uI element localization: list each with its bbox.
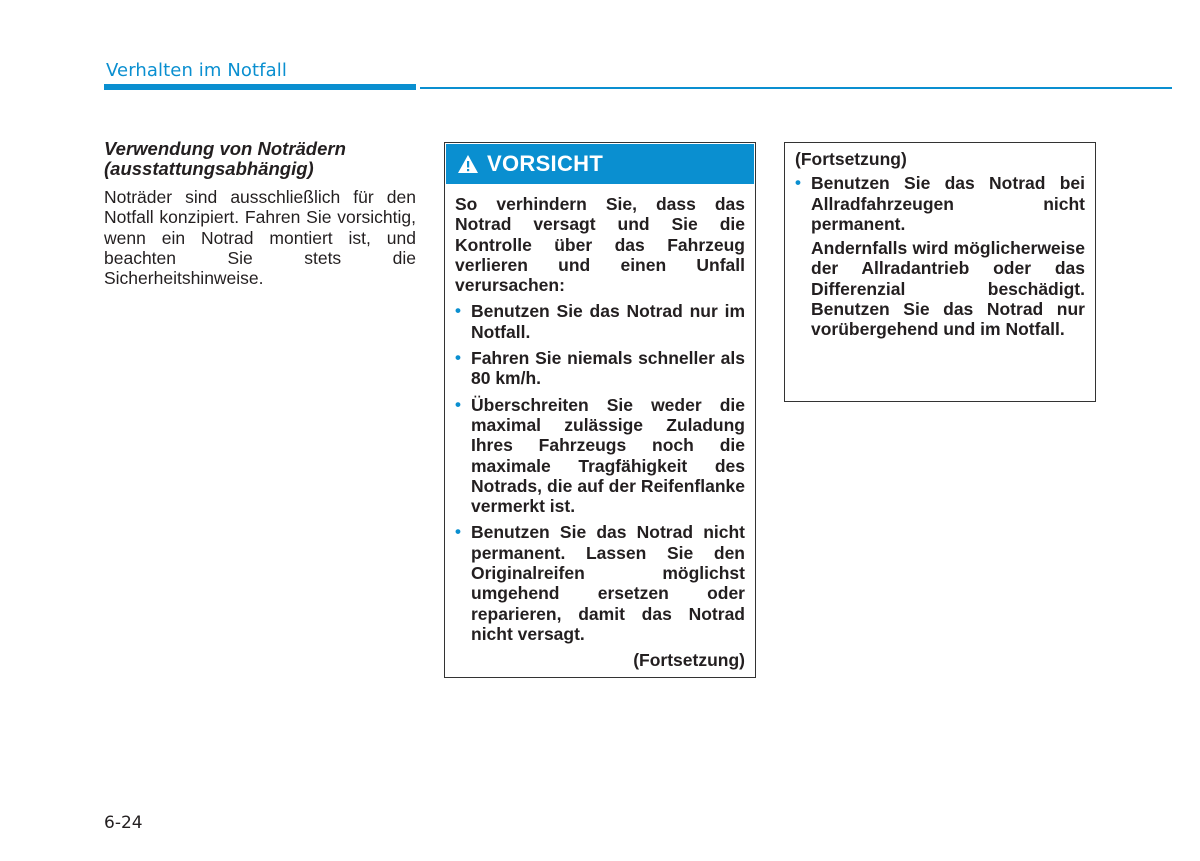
bullet-dot: • [455, 301, 461, 321]
section-title: Verhalten im Notfall [106, 60, 287, 81]
caution-title: VORSICHT [487, 151, 604, 176]
list-item: • Fahren Sie niemals schneller als 80 km/h. [455, 348, 745, 389]
list-item: • Benutzen Sie das Notrad nur im Notfall. [455, 301, 745, 342]
warning-triangle-icon [457, 154, 479, 174]
continuation-detail: Andernfalls wird möglicherweise der Allradantrieb oder das Differenzial beschädigt. Benutzen Sie das Notrad nur vorübergehend und im Notfall. [811, 238, 1085, 340]
caution-intro: So verhindern Sie, dass das Notrad versagt und Sie die Kontrolle über das Fahrzeug verlieren und einen Unfall verursachen: [455, 194, 745, 296]
caution-header [446, 144, 754, 184]
caution-box [444, 142, 756, 678]
continued-label: (Fortsetzung) [633, 650, 745, 671]
page-number: 6-24 [104, 813, 143, 833]
bullet-dot: • [455, 522, 461, 542]
header-rule-thin [420, 87, 1172, 89]
list-item: • Benutzen Sie das Notrad bei Allradfahrzeugen nicht permanent. [795, 173, 1085, 234]
continuation-box [784, 142, 1096, 402]
continuation-heading: (Fortsetzung) [795, 149, 907, 169]
bullet-dot: • [455, 394, 461, 414]
left-column [104, 139, 416, 288]
subheading: Verwendung von Noträdern (ausstattungsabhängig) [104, 138, 346, 179]
header-rule-thick [104, 84, 416, 90]
list-item: • Benutzen Sie das Notrad nicht permanent. Lassen Sie den Originalreifen möglichst umgehend ersetzen oder reparieren, damit das Notrad nicht versagt. [455, 522, 745, 644]
list-item: • Überschreiten Sie weder die maximal zulässige Zuladung Ihres Fahrzeugs noch die maximale Tragfähigkeit des Notrads, die auf der Reifenflanke vermerkt ist. [455, 394, 745, 517]
body-paragraph: Noträder sind ausschließlich für den Notfall konzipiert. Fahren Sie vorsichtig, wenn ein Notrad montiert ist, und beachten Sie stets die Sicherheitshinweise. [104, 187, 416, 289]
bullet-dot: • [795, 173, 801, 193]
bullet-dot: • [455, 348, 461, 368]
